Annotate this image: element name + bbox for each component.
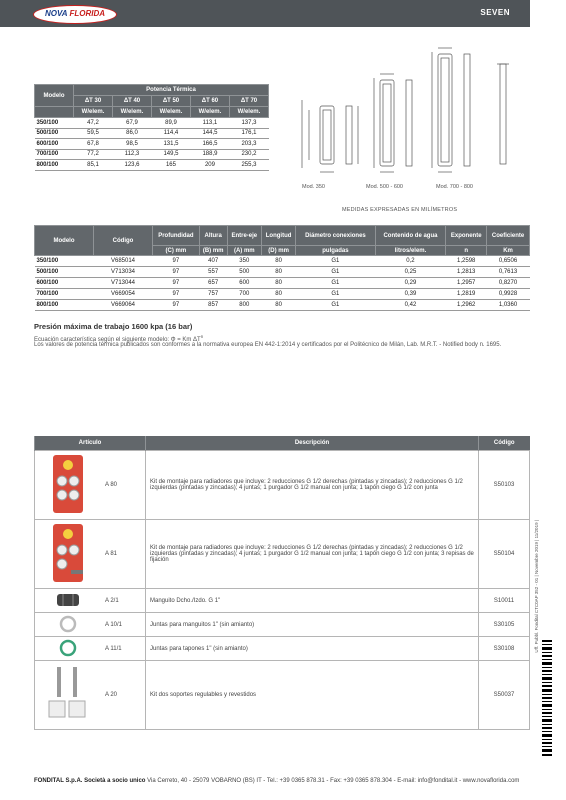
- value-cell: 97: [153, 278, 200, 289]
- value-cell: 0,25: [375, 267, 446, 278]
- unit: W/elem.: [113, 107, 152, 118]
- col-diametro: Diámetro conexiones: [296, 226, 375, 246]
- model-cell: 500/100: [35, 128, 74, 139]
- description: Kit de montaje para radiadores que incluye: 2 reducciones G 1/2 derechas (pintadas y zincadas); 2 reducciones G 1/2 izquierdas (pintadas y zincadas); 4 juntas; 1 purgador G 1/2 manual con junta; 1 tapón ciego G 1/2 con junta; 3 repisas de fijación: [146, 520, 479, 589]
- value-cell: 0,29: [375, 278, 446, 289]
- unit: (C) mm: [153, 246, 200, 256]
- unit: litros/elem.: [375, 246, 446, 256]
- value-cell: 67,9: [113, 118, 152, 129]
- value-cell: 165: [151, 160, 190, 171]
- value-cell: V669054: [94, 289, 153, 300]
- value-cell: 188,9: [190, 149, 229, 160]
- col-entre-eje: Entre-eje: [227, 226, 261, 246]
- value-cell: 700: [227, 289, 261, 300]
- model-cell: 350/100: [35, 256, 94, 267]
- value-cell: G1: [296, 278, 375, 289]
- value-cell: G1: [296, 289, 375, 300]
- col-dt: ΔT 50: [151, 96, 190, 107]
- value-cell: 0,42: [375, 300, 446, 311]
- description: Juntas para tapones 1" (sin amianto): [146, 637, 479, 661]
- value-cell: 757: [199, 289, 227, 300]
- product-code: S50104: [479, 520, 530, 589]
- table-row: [35, 256, 530, 267]
- value-cell: 1,2957: [446, 278, 487, 289]
- table-row: [35, 278, 530, 289]
- article-code: A 80: [101, 451, 146, 520]
- product-code: S30105: [479, 613, 530, 637]
- value-cell: V669064: [94, 300, 153, 311]
- unit: (A) mm: [227, 246, 261, 256]
- value-cell: 600: [227, 278, 261, 289]
- value-cell: 176,1: [229, 128, 268, 139]
- value-cell: 67,8: [74, 139, 113, 150]
- model-cell: 800/100: [35, 160, 74, 171]
- caption-mod-500-600: Mod. 500 - 600: [366, 184, 403, 190]
- value-cell: 89,9: [151, 118, 190, 129]
- col-contenido: Contenido de agua: [375, 226, 446, 246]
- model-cell: 800/100: [35, 300, 94, 311]
- col-dt: ΔT 60: [190, 96, 229, 107]
- certification-note: Los valores de potencia térmica publicados son conformes a la normativa europea EN 442-1:2014 y certificados por el Politécnico de Milán, Lab. M.R.T. - Notified body n. 1695.: [34, 342, 502, 348]
- value-cell: 857: [199, 300, 227, 311]
- description: Juntas para manguitos 1" (sin amianto): [146, 613, 479, 637]
- value-cell: 80: [261, 267, 295, 278]
- col-altura: Altura: [199, 226, 227, 246]
- article-code: A 10/1: [101, 613, 146, 637]
- specs-table: [34, 225, 530, 311]
- value-cell: V713034: [94, 267, 153, 278]
- value-cell: 209: [190, 160, 229, 171]
- value-cell: 230,2: [229, 149, 268, 160]
- value-cell: 1,2813: [446, 267, 487, 278]
- caption-mod-350: Mod. 350: [302, 184, 325, 190]
- table-row: [35, 300, 530, 311]
- kit-a80-image: [35, 451, 102, 520]
- value-cell: 557: [199, 267, 227, 278]
- unit: Km: [487, 246, 530, 256]
- unit: (B) mm: [199, 246, 227, 256]
- barcode: [542, 640, 555, 756]
- nova-florida-logo: NOVA FLORIDA: [33, 5, 117, 24]
- value-cell: 0,7613: [487, 267, 530, 278]
- value-cell: 123,6: [113, 160, 152, 171]
- description: Kit de montaje para radiadores que incluye: 2 reducciones G 1/2 derechas (pintadas y zincadas); 2 reducciones G 1/2 izquierdas (pintadas y zincadas); 4 juntas; 1 purgador G 1/2 manual con junta; 1 tapón ciego G 1/2 con junta: [146, 451, 479, 520]
- value-cell: 1,2598: [446, 256, 487, 267]
- value-cell: 407: [199, 256, 227, 267]
- col-articulo: Artículo: [35, 436, 146, 451]
- unit: W/elem.: [151, 107, 190, 118]
- accessory-row: [35, 613, 530, 637]
- value-cell: V713044: [94, 278, 153, 289]
- value-cell: 657: [199, 278, 227, 289]
- product-code: S50103: [479, 451, 530, 520]
- value-cell: 203,3: [229, 139, 268, 150]
- side-publication-text: Uff. Pubbl. Fondital CTC0AP 352 - 01 | Novembre 2019 | 11/2019 |: [534, 520, 539, 653]
- value-cell: V685014: [94, 256, 153, 267]
- value-cell: 166,5: [190, 139, 229, 150]
- manguito-image: [35, 589, 102, 613]
- value-cell: 77,2: [74, 149, 113, 160]
- value-cell: 80: [261, 300, 295, 311]
- value-cell: 97: [153, 300, 200, 311]
- table-row: [35, 128, 269, 139]
- junta-tapon-image: [35, 637, 102, 661]
- col-modelo: Modelo: [35, 85, 74, 107]
- value-cell: 114,4: [151, 128, 190, 139]
- col-dt: ΔT 70: [229, 96, 268, 107]
- description: Kit dos soportes regulables y revestidos: [146, 661, 479, 730]
- unit: n: [446, 246, 487, 256]
- model-cell: 700/100: [35, 289, 94, 300]
- value-cell: 80: [261, 278, 295, 289]
- table-row: [35, 267, 530, 278]
- col-dt: ΔT 30: [74, 96, 113, 107]
- value-cell: 80: [261, 256, 295, 267]
- value-cell: 137,3: [229, 118, 268, 129]
- value-cell: 350: [227, 256, 261, 267]
- article-code: A 20: [101, 661, 146, 730]
- table-row: [35, 149, 269, 160]
- model-cell: 500/100: [35, 267, 94, 278]
- value-cell: 47,2: [74, 118, 113, 129]
- value-cell: G1: [296, 256, 375, 267]
- radiator-dimension-diagrams: [298, 44, 530, 194]
- model-cell: 600/100: [35, 278, 94, 289]
- col-exponente: Exponente: [446, 226, 487, 246]
- unit: W/elem.: [74, 107, 113, 118]
- product-code: S10011: [479, 589, 530, 613]
- value-cell: 97: [153, 267, 200, 278]
- col-descripcion: Descripción: [146, 436, 479, 451]
- model-cell: 350/100: [35, 118, 74, 129]
- col-codigo: Código: [94, 226, 153, 256]
- col-modelo: Modelo: [35, 226, 94, 256]
- col-dt: ΔT 40: [113, 96, 152, 107]
- accessory-row: [35, 451, 530, 520]
- article-code: A 2/1: [101, 589, 146, 613]
- description: Manguito Dcho./Izdo. G 1": [146, 589, 479, 613]
- value-cell: 0,8270: [487, 278, 530, 289]
- product-code: S50037: [479, 661, 530, 730]
- table-row: [35, 118, 269, 129]
- max-pressure: Presión máxima de trabajo 1600 kpa (16 bar): [34, 322, 193, 331]
- value-cell: 0,2: [375, 256, 446, 267]
- accessory-row: [35, 589, 530, 613]
- value-cell: 500: [227, 267, 261, 278]
- col-potencia: Potencia Térmica: [74, 85, 269, 96]
- value-cell: 97: [153, 289, 200, 300]
- value-cell: 255,3: [229, 160, 268, 171]
- value-cell: 113,1: [190, 118, 229, 129]
- model-cell: 600/100: [35, 139, 74, 150]
- footer-contact: FONDITAL S.p.A. Società a socio unico Via Cerreto, 40 - 25079 VOBARNO (BS) IT - Tel.: +39 0365 878.31 - Fax: +39 0365 878.304 - E-mail: info@fondital.it - www.novaflorida.com: [34, 778, 520, 784]
- soportes-image: [35, 661, 102, 730]
- value-cell: 86,0: [113, 128, 152, 139]
- accessory-row: [35, 520, 530, 589]
- accessory-row: [35, 661, 530, 730]
- value-cell: 1,0360: [487, 300, 530, 311]
- value-cell: 131,5: [151, 139, 190, 150]
- junta-manguito-image: [35, 613, 102, 637]
- unit: W/elem.: [190, 107, 229, 118]
- table-row: [35, 160, 269, 171]
- table-row: [35, 139, 269, 150]
- table-row: [35, 289, 530, 300]
- value-cell: 149,5: [151, 149, 190, 160]
- value-cell: 98,5: [113, 139, 152, 150]
- value-cell: 1,2962: [446, 300, 487, 311]
- value-cell: 0,39: [375, 289, 446, 300]
- article-code: A 11/1: [101, 637, 146, 661]
- unit: (D) mm: [261, 246, 295, 256]
- value-cell: 59,5: [74, 128, 113, 139]
- potencia-table: [34, 84, 269, 171]
- col-codigo: Código: [479, 436, 530, 451]
- caption-mod-700-800: Mod. 700 - 800: [436, 184, 473, 190]
- value-cell: 0,6506: [487, 256, 530, 267]
- unit: pulgadas: [296, 246, 375, 256]
- value-cell: 800: [227, 300, 261, 311]
- value-cell: G1: [296, 267, 375, 278]
- value-cell: 97: [153, 256, 200, 267]
- page-title: SEVEN: [480, 8, 510, 17]
- kit-a81-image: [35, 520, 102, 589]
- accessories-table: [34, 436, 530, 730]
- article-code: A 81: [101, 520, 146, 589]
- value-cell: 144,5: [190, 128, 229, 139]
- value-cell: 112,3: [113, 149, 152, 160]
- col-longitud: Longitud: [261, 226, 295, 246]
- col-profundidad: Profundidad: [153, 226, 200, 246]
- equation-note: Ecuación característica según el siguiente modelo: Φ = Km $\Delta T^n$: [34, 334, 204, 343]
- value-cell: 80: [261, 289, 295, 300]
- unit: W/elem.: [229, 107, 268, 118]
- value-cell: 0,9928: [487, 289, 530, 300]
- value-cell: 85,1: [74, 160, 113, 171]
- accessory-row: [35, 637, 530, 661]
- col-coeficiente: Coeficiente: [487, 226, 530, 246]
- medidas-note: MEDIDAS EXPRESADAS EN MILÍMETROS: [342, 207, 458, 213]
- model-cell: 700/100: [35, 149, 74, 160]
- value-cell: 1,2819: [446, 289, 487, 300]
- product-code: S30108: [479, 637, 530, 661]
- value-cell: G1: [296, 300, 375, 311]
